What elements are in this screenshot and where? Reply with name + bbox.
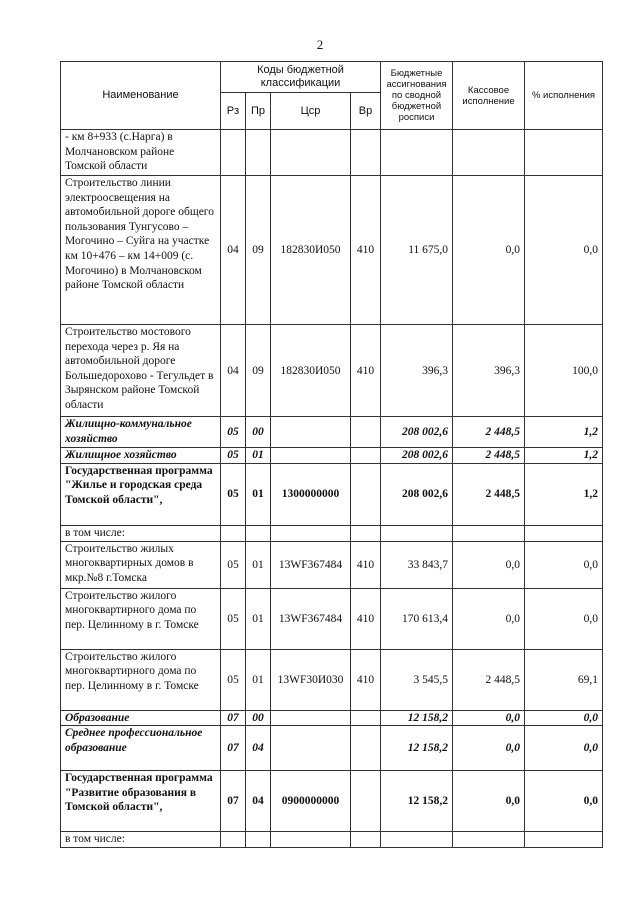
row-cash: 0,0 bbox=[453, 176, 525, 325]
row-cash: 0,0 bbox=[453, 588, 525, 649]
row-csr: 182830И050 bbox=[271, 325, 351, 417]
row-rz: 05 bbox=[221, 448, 246, 464]
row-pct: 0,0 bbox=[525, 726, 603, 771]
row-vr bbox=[351, 832, 381, 848]
row-assign: 170 613,4 bbox=[381, 588, 453, 649]
header-name: Наименование bbox=[61, 62, 221, 130]
row-assign: 208 002,6 bbox=[381, 417, 453, 448]
table-row bbox=[61, 726, 603, 771]
row-csr: 13WF30И030 bbox=[271, 649, 351, 710]
row-pr bbox=[246, 130, 271, 176]
row-vr: 410 bbox=[351, 541, 381, 588]
row-pr: 01 bbox=[246, 649, 271, 710]
row-csr: 13WF367484 bbox=[271, 541, 351, 588]
row-assign: 396,3 bbox=[381, 325, 453, 417]
row-pr: 04 bbox=[246, 726, 271, 771]
table-row bbox=[61, 710, 603, 726]
budget-execution-table bbox=[60, 61, 603, 848]
row-assign bbox=[381, 525, 453, 541]
row-csr bbox=[271, 130, 351, 176]
header-codes: Коды бюджетной классификации bbox=[221, 62, 381, 93]
row-assign: 12 158,2 bbox=[381, 771, 453, 832]
row-pct bbox=[525, 525, 603, 541]
row-name: Строительство жилого многоквартирного дома по пер. Целинному в г. Томске bbox=[61, 649, 221, 710]
row-cash: 2 448,5 bbox=[453, 417, 525, 448]
row-pct: 1,2 bbox=[525, 448, 603, 464]
row-csr: 0900000000 bbox=[271, 771, 351, 832]
table-row bbox=[61, 417, 603, 448]
row-name: Жилищное хозяйство bbox=[61, 448, 221, 464]
page-number: 2 bbox=[316, 37, 324, 52]
row-name: в том числе: bbox=[61, 832, 221, 848]
row-csr bbox=[271, 726, 351, 771]
row-pr: 01 bbox=[246, 588, 271, 649]
row-pr: 09 bbox=[246, 176, 271, 325]
row-vr bbox=[351, 525, 381, 541]
row-csr: 182830И050 bbox=[271, 176, 351, 325]
table-row bbox=[61, 588, 603, 649]
row-cash bbox=[453, 130, 525, 176]
row-name: Среднее профессиональное образование bbox=[61, 726, 221, 771]
row-pr: 00 bbox=[246, 417, 271, 448]
row-rz: 04 bbox=[221, 325, 246, 417]
row-pr bbox=[246, 832, 271, 848]
row-csr: 13WF367484 bbox=[271, 588, 351, 649]
row-pct bbox=[525, 130, 603, 176]
row-vr: 410 bbox=[351, 176, 381, 325]
header-pr: Пр bbox=[246, 93, 271, 130]
row-vr bbox=[351, 448, 381, 464]
row-pct: 1,2 bbox=[525, 417, 603, 448]
row-assign bbox=[381, 832, 453, 848]
row-vr bbox=[351, 771, 381, 832]
row-pr: 01 bbox=[246, 463, 271, 525]
row-rz: 05 bbox=[221, 541, 246, 588]
row-assign bbox=[381, 130, 453, 176]
header-percent: % исполнения bbox=[525, 62, 603, 130]
row-assign: 208 002,6 bbox=[381, 448, 453, 464]
table-row bbox=[61, 541, 603, 588]
row-csr: 1300000000 bbox=[271, 463, 351, 525]
row-rz: 05 bbox=[221, 649, 246, 710]
row-csr bbox=[271, 525, 351, 541]
row-name: в том числе: bbox=[61, 525, 221, 541]
header-cash-execution: Кассовое исполнение bbox=[453, 62, 525, 130]
row-assign: 12 158,2 bbox=[381, 710, 453, 726]
table-row bbox=[61, 448, 603, 464]
row-name: Строительство жилого многоквартирного дома по пер. Целинному в г. Томске bbox=[61, 588, 221, 649]
row-pct: 0,0 bbox=[525, 588, 603, 649]
row-vr bbox=[351, 463, 381, 525]
row-pct: 0,0 bbox=[525, 710, 603, 726]
row-cash: 0,0 bbox=[453, 726, 525, 771]
row-pr: 04 bbox=[246, 771, 271, 832]
table-row bbox=[61, 325, 603, 417]
header-assignments: Бюджетные ассигнования по сводной бюджетной росписи bbox=[381, 62, 453, 130]
row-vr: 410 bbox=[351, 588, 381, 649]
table-row bbox=[61, 463, 603, 525]
row-assign: 11 675,0 bbox=[381, 176, 453, 325]
row-rz: 04 bbox=[221, 176, 246, 325]
row-assign: 12 158,2 bbox=[381, 726, 453, 771]
row-pr: 01 bbox=[246, 448, 271, 464]
row-name: Образование bbox=[61, 710, 221, 726]
row-rz: 07 bbox=[221, 726, 246, 771]
row-pct: 0,0 bbox=[525, 176, 603, 325]
row-vr bbox=[351, 417, 381, 448]
row-cash: 0,0 bbox=[453, 541, 525, 588]
row-pct: 69,1 bbox=[525, 649, 603, 710]
row-csr bbox=[271, 417, 351, 448]
table-row bbox=[61, 176, 603, 325]
row-assign: 208 002,6 bbox=[381, 463, 453, 525]
row-cash: 0,0 bbox=[453, 771, 525, 832]
row-pct: 1,2 bbox=[525, 463, 603, 525]
header-vr: Вр bbox=[351, 93, 381, 130]
row-cash bbox=[453, 832, 525, 848]
row-pct: 0,0 bbox=[525, 541, 603, 588]
row-pr: 01 bbox=[246, 541, 271, 588]
row-rz: 07 bbox=[221, 710, 246, 726]
row-name: Жилищно-коммунальное хозяйство bbox=[61, 417, 221, 448]
row-rz: 07 bbox=[221, 771, 246, 832]
row-name: Государственная программа "Жилье и городская среда Томской области", bbox=[61, 463, 221, 525]
row-name: - км 8+933 (с.Нарга) в Молчановском районе Томской области bbox=[61, 130, 221, 176]
row-pct: 100,0 bbox=[525, 325, 603, 417]
row-pr bbox=[246, 525, 271, 541]
table-row bbox=[61, 649, 603, 710]
row-vr bbox=[351, 710, 381, 726]
row-vr bbox=[351, 130, 381, 176]
row-cash: 0,0 bbox=[453, 710, 525, 726]
row-assign: 33 843,7 bbox=[381, 541, 453, 588]
row-cash: 2 448,5 bbox=[453, 448, 525, 464]
row-rz bbox=[221, 525, 246, 541]
row-csr bbox=[271, 710, 351, 726]
header-csr: Цср bbox=[271, 93, 351, 130]
row-pct: 0,0 bbox=[525, 771, 603, 832]
row-rz: 05 bbox=[221, 417, 246, 448]
table-row bbox=[61, 525, 603, 541]
row-cash: 396,3 bbox=[453, 325, 525, 417]
header-rz: Рз bbox=[221, 93, 246, 130]
row-pr: 00 bbox=[246, 710, 271, 726]
row-cash bbox=[453, 525, 525, 541]
row-csr bbox=[271, 448, 351, 464]
row-vr: 410 bbox=[351, 325, 381, 417]
row-pr: 09 bbox=[246, 325, 271, 417]
table-row bbox=[61, 832, 603, 848]
row-rz bbox=[221, 130, 246, 176]
row-name: Строительство жилых многоквартирных домов в мкр.№8 г.Томска bbox=[61, 541, 221, 588]
table-row bbox=[61, 771, 603, 832]
row-name: Строительство линии электроосвещения на автомобильной дороге общего пользования Тунгусово – Могочино – Суйга на участке км 10+476 – км 14+009 (с. Могочино) в Молчановском районе Томской области bbox=[61, 176, 221, 325]
row-pct bbox=[525, 832, 603, 848]
row-cash: 2 448,5 bbox=[453, 463, 525, 525]
row-vr: 410 bbox=[351, 649, 381, 710]
row-rz: 05 bbox=[221, 588, 246, 649]
row-rz: 05 bbox=[221, 463, 246, 525]
table-row bbox=[61, 130, 603, 176]
row-csr bbox=[271, 832, 351, 848]
row-name: Государственная программа "Развитие образования в Томской области", bbox=[61, 771, 221, 832]
row-cash: 2 448,5 bbox=[453, 649, 525, 710]
row-name: Строительство мостового перехода через р. Яя на автомобильной дороге Большедорохово - Тегульдет в Зырянском районе Томской области bbox=[61, 325, 221, 417]
row-assign: 3 545,5 bbox=[381, 649, 453, 710]
row-rz bbox=[221, 832, 246, 848]
row-vr bbox=[351, 726, 381, 771]
